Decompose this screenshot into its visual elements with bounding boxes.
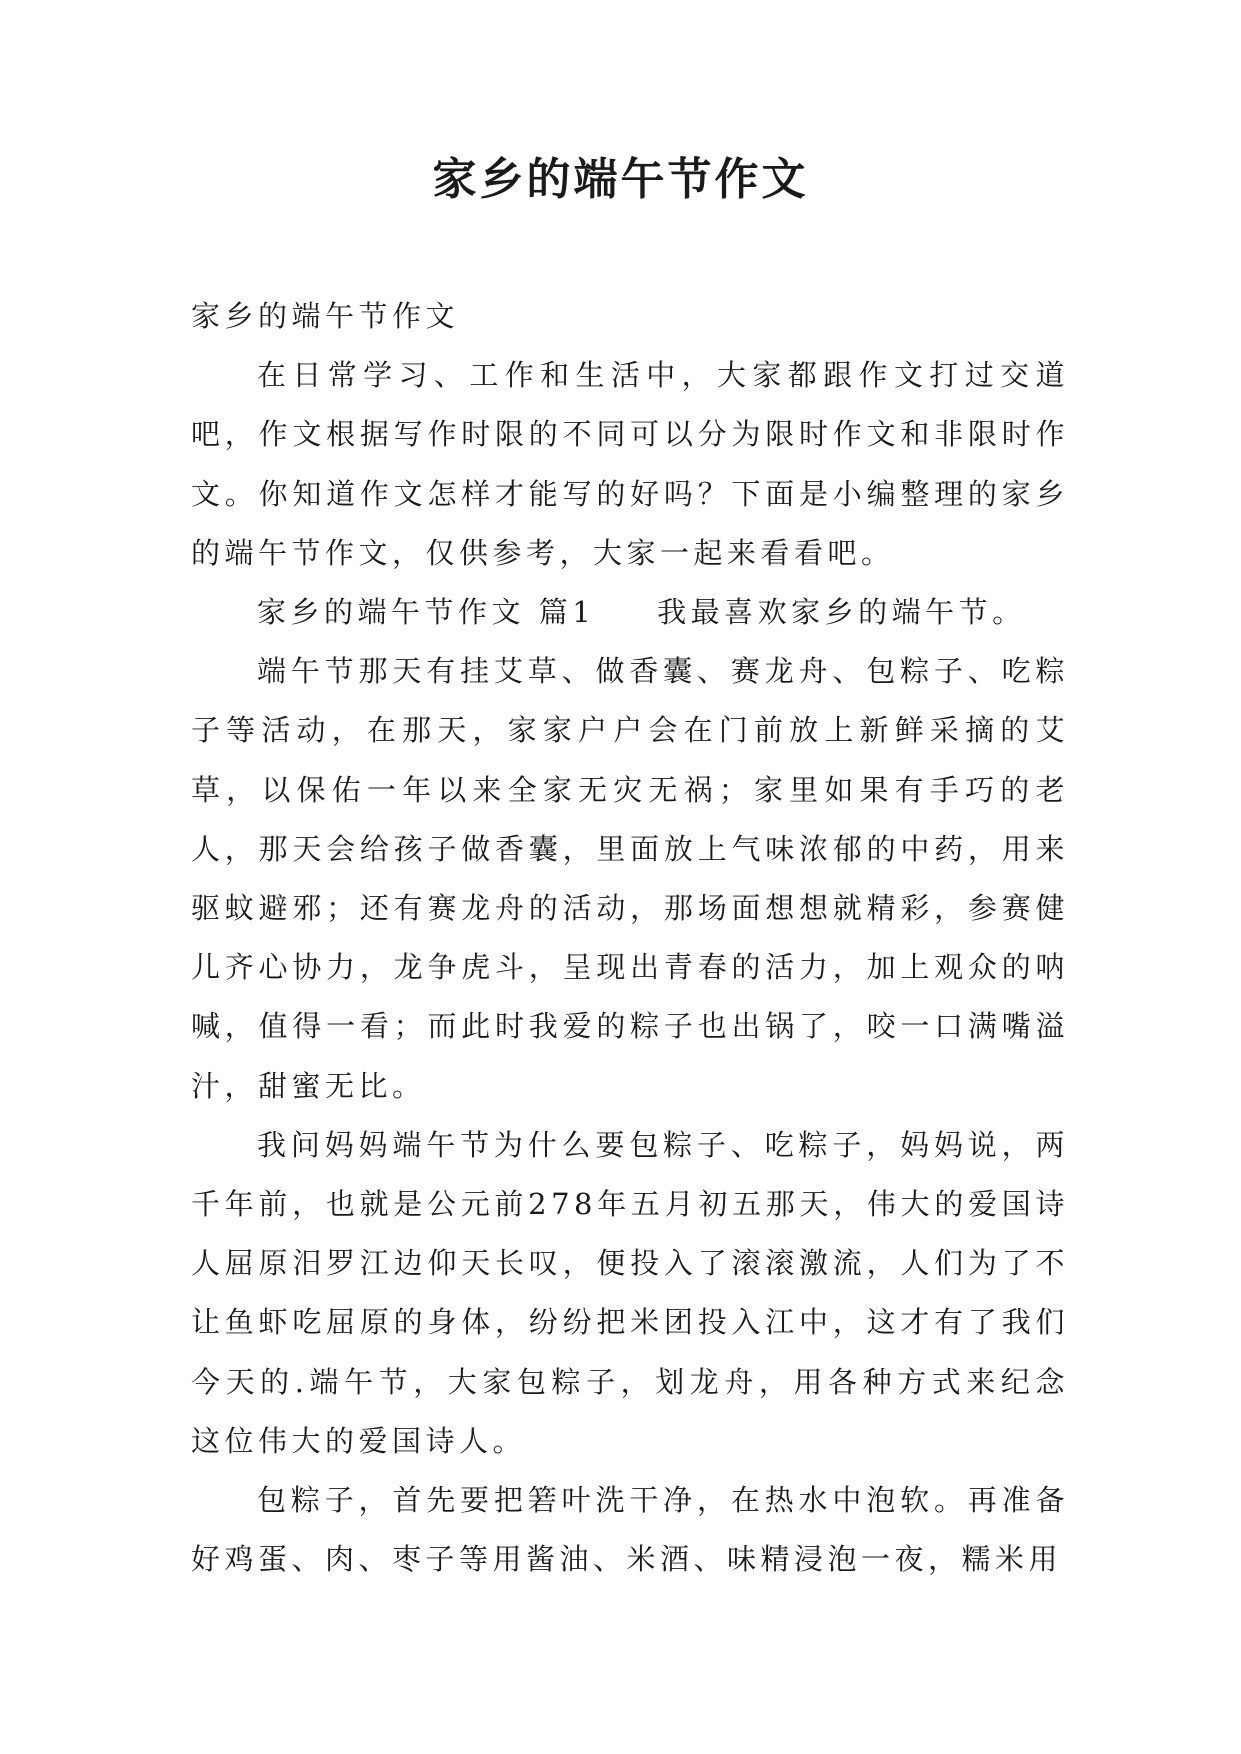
body-paragraph: 包粽子，首先要把箬叶洗干净，在热水中泡软。再准备好鸡蛋、肉、枣子等用酱油、米酒、味精浸泡一夜，糯米用	[191, 1483, 1069, 1577]
section-heading: 家乡的端午节作文 篇1	[257, 595, 596, 630]
body-paragraph: 我问妈妈端午节为什么要包粽子、吃粽子，妈妈说，两千年前，也就是公元前278年五月初五那天，伟大的爱国诗人屈原汨罗江边仰天长叹，便投入了滚滚激流，人们为了不让鱼虾吃屈原的身体，纷纷把米团投入江中，这才有了我们今天的.端午节，大家包粽子，划龙舟，用各种方式来纪念这位伟大的爱国诗人。	[191, 1127, 1069, 1458]
intro-paragraph: 在日常学习、工作和生活中，大家都跟作文打过交道吧，作文根据写作时限的不同可以分为限时作文和非限时作文。你知道作文怎样才能写的好吗？下面是小编整理的家乡的端午节作文，仅供参考，大家一起来看看吧。	[191, 358, 1069, 570]
section-heading-line	[191, 583, 1069, 642]
document-title: 家乡的端午节作文	[432, 154, 809, 205]
subtitle: 家乡的端午节作文	[191, 299, 460, 333]
section-lead: 我最喜欢家乡的端午节。	[657, 595, 1026, 630]
document-body	[191, 287, 1069, 1589]
body-paragraph: 端午节那天有挂艾草、做香囊、赛龙舟、包粽子、吃粽子等活动，在那天，家家户户会在门前放上新鲜采摘的艾草，以保佑一年以来全家无灾无祸；家里如果有手巧的老人，那天会给孩子做香囊，里面放上气味浓郁的中药，用来驱蚊避邪；还有赛龙舟的活动，那场面想想就精彩，参赛健儿齐心协力，龙争虎斗，呈现出青春的活力，加上观众的呐喊，值得一看；而此时我爱的粽子也出锅了，咬一口满嘴溢汁，甜蜜无比。	[191, 654, 1069, 1103]
